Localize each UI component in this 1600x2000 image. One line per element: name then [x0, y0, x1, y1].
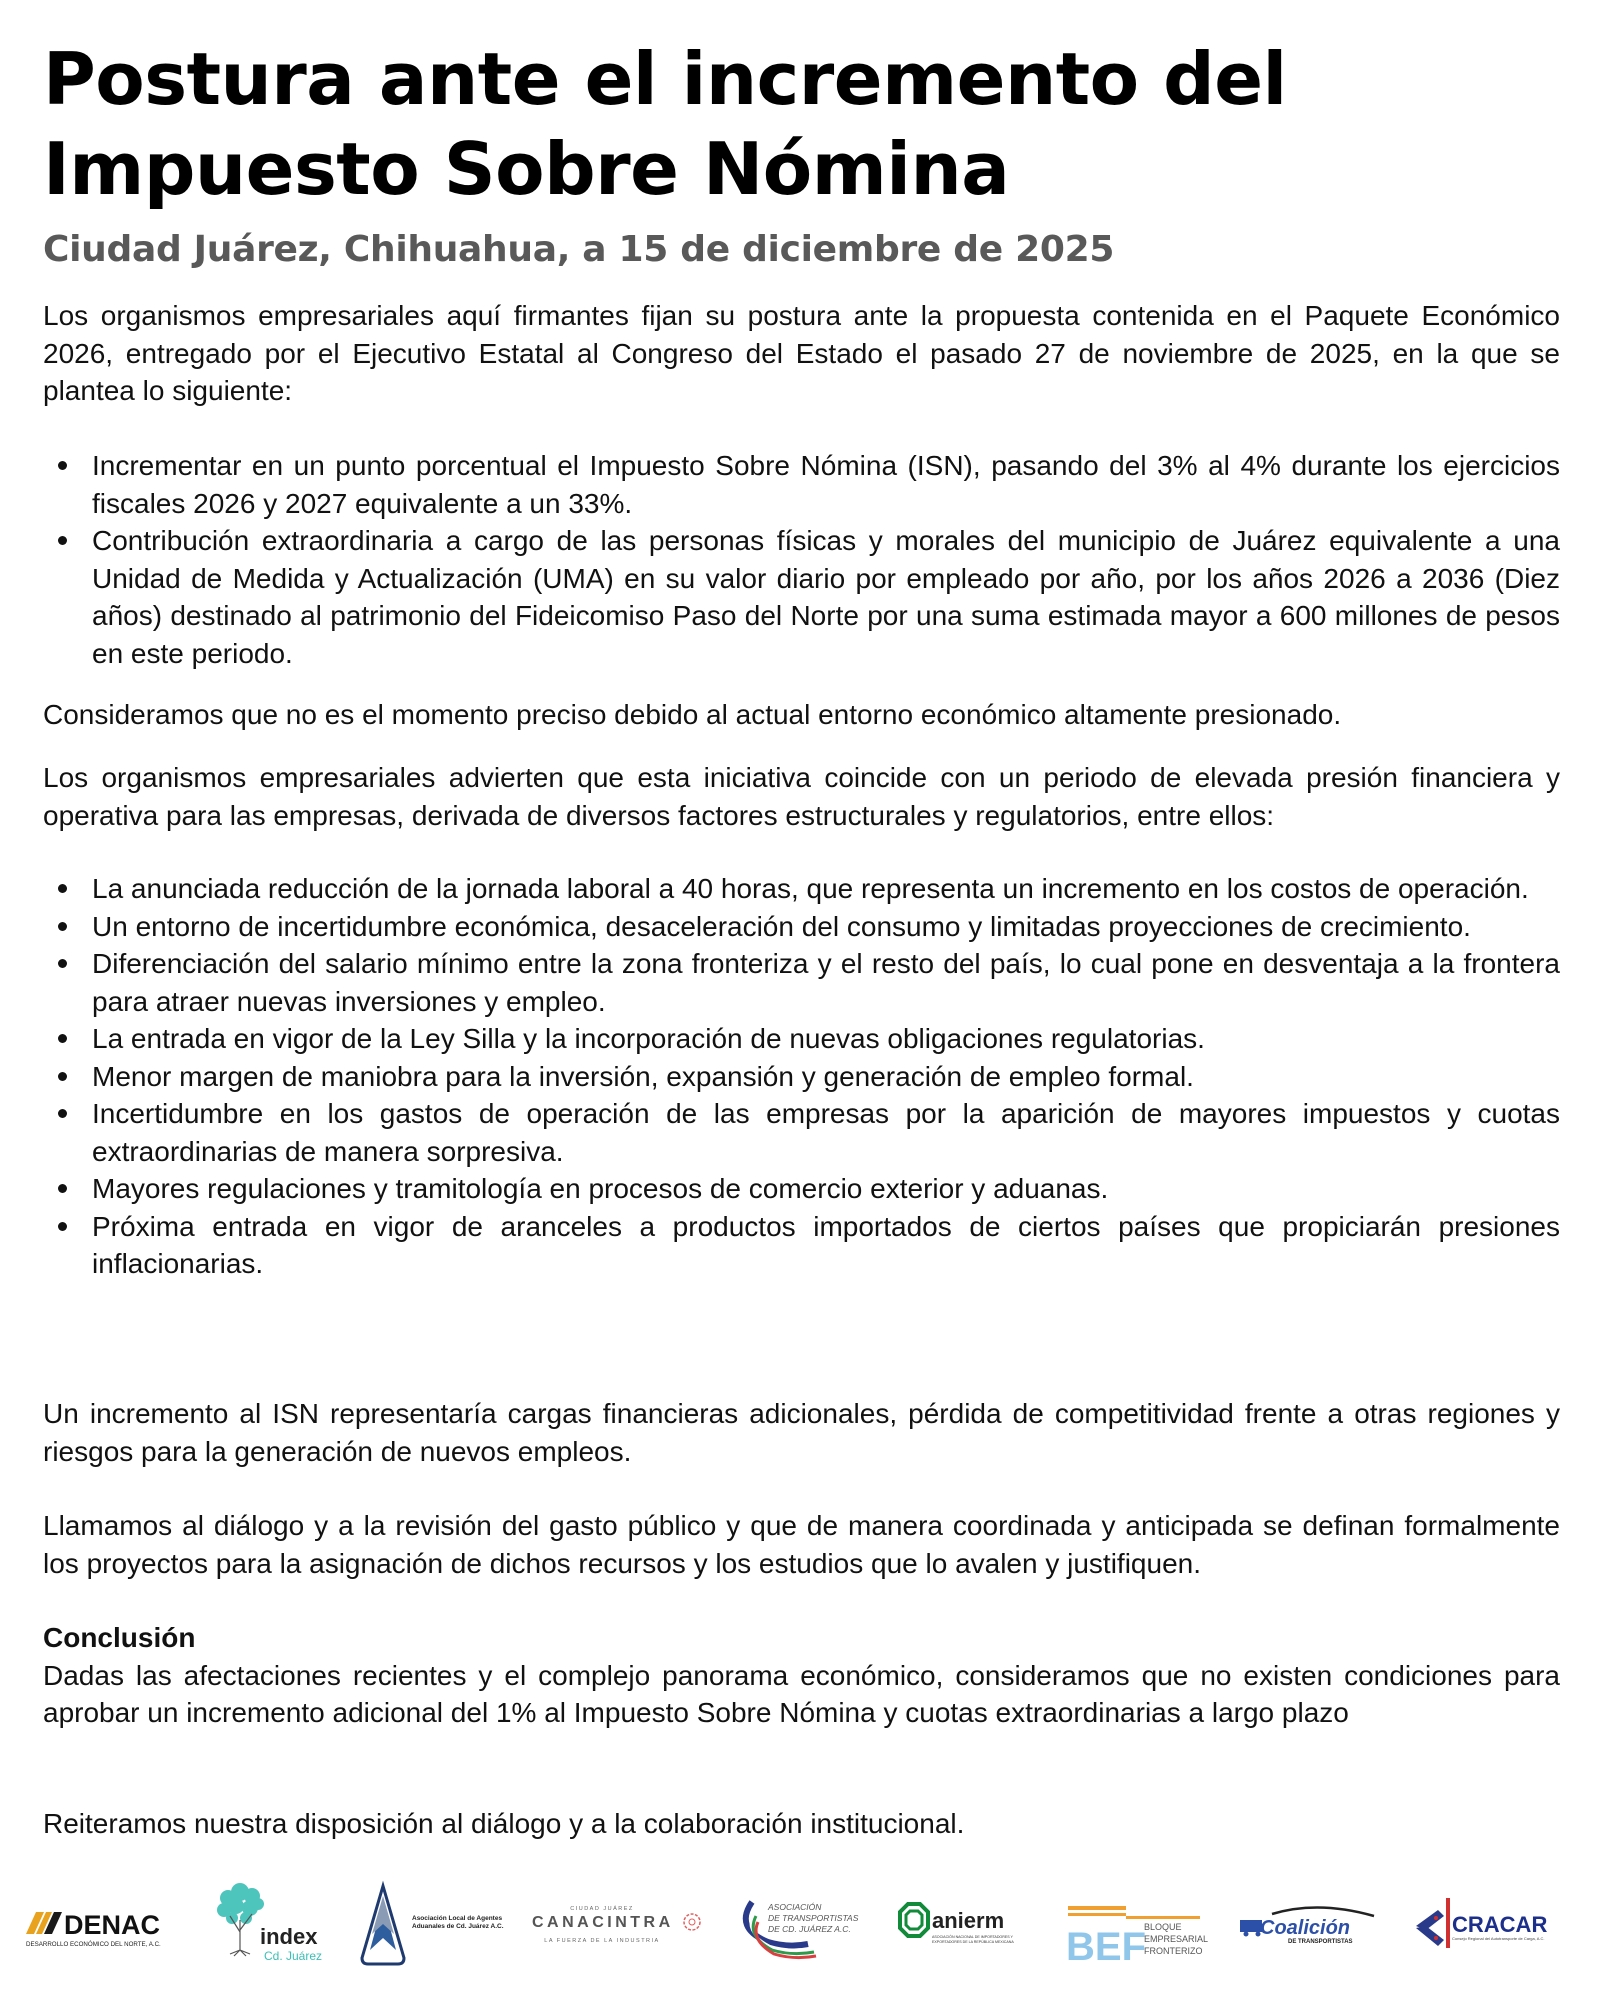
- index-tree-icon: [212, 1880, 332, 1970]
- svg-text:DE TRANSPORTISTAS: DE TRANSPORTISTAS: [768, 1913, 859, 1923]
- svg-text:Consejo Regional del Autotrans: Consejo Regional del Autotransporte de Carga, A.C.: [1452, 1936, 1545, 1941]
- bullet-icon: [58, 461, 67, 470]
- closing-paragraph: Reiteramos nuestra disposición al diálogo y a la colaboración institucional.: [43, 1808, 965, 1839]
- denac-tagline: DESARROLLO ECONÓMICO DEL NORTE, A.C.: [26, 1941, 161, 1948]
- cracar-road-icon: [1416, 1898, 1450, 1948]
- anierm-name: anierm: [932, 1908, 1005, 1933]
- list-item: Contribución extraordinaria a cargo de las personas físicas y morales del municipio de Juárez equivalente a una Unidad de Medida y Actualización (UMA) en su valor diario por empleado por año, por los años 2026 a 2036 (Diez años) destinado al patrimonio del Fideicomiso Paso del Norte por una suma estimada mayor a 600 millones de pesos en este periodo.: [43, 522, 1560, 672]
- proposals-list-block: [43, 447, 1560, 672]
- list-item: La anunciada reducción de la jornada laboral a 40 horas, que representa un incremento en los costos de operación.: [43, 870, 1560, 908]
- title-line-1: Postura ante el incremento del: [43, 37, 1287, 121]
- index-city: Cd. Juárez: [264, 1949, 323, 1963]
- svg-text:DE CD. JUÁREZ A.C.: DE CD. JUÁREZ A.C.: [768, 1924, 851, 1934]
- bullet-icon: [58, 959, 67, 968]
- logo-asociacion-transportistas: [738, 1880, 868, 1970]
- logo-index: [212, 1880, 332, 1970]
- list-item: Un entorno de incertidumbre económica, desaceleración del consumo y limitadas proyecciones de crecimiento.: [43, 908, 1560, 946]
- bullet-icon: [58, 922, 67, 931]
- factors-list-block: [43, 870, 1560, 1283]
- bullet-icon: [58, 536, 67, 545]
- logo-coalicion-transportistas: [1238, 1880, 1383, 1970]
- list-item: Incertidumbre en los gastos de operación de las empresas por la aparición de mayores impuestos y cuotas extraordinarias de manera sorpresiva.: [43, 1095, 1560, 1170]
- denac-name: DENAC: [64, 1910, 161, 1940]
- canacintra-name: CANACINTRA: [532, 1914, 674, 1931]
- title-line-2: Impuesto Sobre Nómina: [43, 127, 1010, 211]
- bef-name: BEF: [1066, 1925, 1146, 1969]
- list-item: Próxima entrada en vigor de aranceles a productos importados de ciertos países que propiciarán presiones inflacionarias.: [43, 1208, 1560, 1283]
- signatory-logos: [0, 1880, 1600, 1970]
- index-name: index: [260, 1924, 318, 1949]
- svg-text:ASOCIACIÓN NACIONAL DE IMPORTA: ASOCIACIÓN NACIONAL DE IMPORTADORES Y: [932, 1935, 1013, 1939]
- bullet-icon: [58, 1222, 67, 1231]
- svg-text:Aduanales de Cd. Juárez A.C.: Aduanales de Cd. Juárez A.C.: [412, 1923, 504, 1930]
- bullet-icon: [58, 1109, 67, 1118]
- intro-paragraph: [43, 297, 1560, 410]
- svg-text:LA FUERZA DE LA INDUSTRIA: LA FUERZA DE LA INDUSTRIA: [544, 1938, 660, 1944]
- list-item: Incrementar en un punto porcentual el Impuesto Sobre Nómina (ISN), pasando del 3% al 4% durante los ejercicios fiscales 2026 y 2027 equivalente a un 33%.: [43, 447, 1560, 522]
- bullet-icon: [58, 1184, 67, 1193]
- logo-canacintra: [530, 1880, 705, 1970]
- svg-text:Asociación Local de Agentes: Asociación Local de Agentes: [412, 1915, 503, 1922]
- svg-text:DE TRANSPORTISTAS: DE TRANSPORTISTAS: [1288, 1939, 1353, 1945]
- svg-text:FRONTERIZO: FRONTERIZO: [1144, 1946, 1203, 1956]
- logo-denac: [22, 1880, 172, 1970]
- bullet-icon: [58, 884, 67, 893]
- logo-agentes-aduanales: [358, 1880, 528, 1970]
- factors-list: [43, 870, 1560, 1283]
- logo-cracar: [1412, 1880, 1582, 1970]
- transportistas-swoosh-icon: [738, 1880, 868, 1970]
- impact-paragraph: Un incremento al ISN representaría cargas financieras adicionales, pérdida de competitividad frente a otras regiones y riesgos para la generación de nuevos empleos.: [43, 1398, 1560, 1467]
- proposals-list: [43, 447, 1560, 672]
- bullet-icon: [58, 1034, 67, 1043]
- list-item: Diferenciación del salario mínimo entre la zona fronteriza y el resto del país, lo cual pone en desventaja a la frontera para atraer nuevas inversiones y empleo.: [43, 945, 1560, 1020]
- page-title: [43, 34, 1287, 214]
- conclusion-heading: Conclusión: [43, 1622, 196, 1653]
- logo-bef: [1064, 1880, 1209, 1970]
- intro-text: Los organismos empresariales aquí firmantes fijan su postura ante la propuesta contenida en el Paquete Económico 2026, entregado por el Ejecutivo Estatal al Congreso del Estado el pasado 27 de noviembre de 2025, en la que se plantea lo siguiente:: [43, 300, 1560, 406]
- list-item: Menor margen de maniobra para la inversión, expansión y generación de empleo formal.: [43, 1058, 1560, 1096]
- logo-anierm: [888, 1880, 1033, 1970]
- list-item: Mayores regulaciones y tramitología en procesos de comercio exterior y aduanas.: [43, 1170, 1560, 1208]
- svg-text:BLOQUE: BLOQUE: [1144, 1922, 1182, 1932]
- anierm-emblem-icon: [900, 1904, 928, 1936]
- svg-text:CIUDAD JUÁREZ: CIUDAD JUÁREZ: [570, 1906, 634, 1912]
- bullet-icon: [58, 1072, 67, 1081]
- aduanales-triangle-icon: [358, 1880, 528, 1970]
- coalicion-name: Coalición: [1260, 1917, 1351, 1939]
- svg-text:EMPRESARIAL: EMPRESARIAL: [1144, 1934, 1209, 1944]
- svg-text:EXPORTADORES DE LA REPÚBLICA M: EXPORTADORES DE LA REPÚBLICA MEXICANA: [932, 1940, 1014, 1944]
- call-paragraph: Llamamos al diálogo y a la revisión del gasto público y que de manera coordinada y anticipada se definan formalmente los proyectos para la asignación de dichos recursos y los estudios que lo avalen y justifiquen.: [43, 1510, 1560, 1579]
- conclusion-section: [43, 1619, 1560, 1732]
- truck-icon: [1240, 1920, 1262, 1937]
- denac-mark-icon: [22, 1880, 172, 1970]
- conclusion-text: Dadas las afectaciones recientes y el complejo panorama económico, consideramos que no existen condiciones para aprobar un incremento adicional del 1% al Impuesto Sobre Nómina y cuotas extraordinarias a largo plazo: [43, 1659, 1560, 1728]
- svg-text:ASOCIACIÓN: ASOCIACIÓN: [768, 1902, 822, 1912]
- warning-paragraph: Los organismos empresariales advierten que esta iniciativa coincide con un periodo de elevada presión financiera y operativa para las empresas, derivada de diversos factores estructurales y regulatorios, entre ellos:: [43, 762, 1560, 831]
- stance-paragraph: Consideramos que no es el momento preciso debido al actual entorno económico altamente presionado.: [43, 699, 1342, 730]
- list-item: La entrada en vigor de la Ley Silla y la incorporación de nuevas obligaciones regulatorias.: [43, 1020, 1560, 1058]
- cracar-name: CRACAR: [1452, 1912, 1548, 1937]
- dateline: Ciudad Juárez, Chihuahua, a 15 de diciembre de 2025: [43, 229, 1115, 270]
- canacintra-gear-icon: [684, 1914, 700, 1930]
